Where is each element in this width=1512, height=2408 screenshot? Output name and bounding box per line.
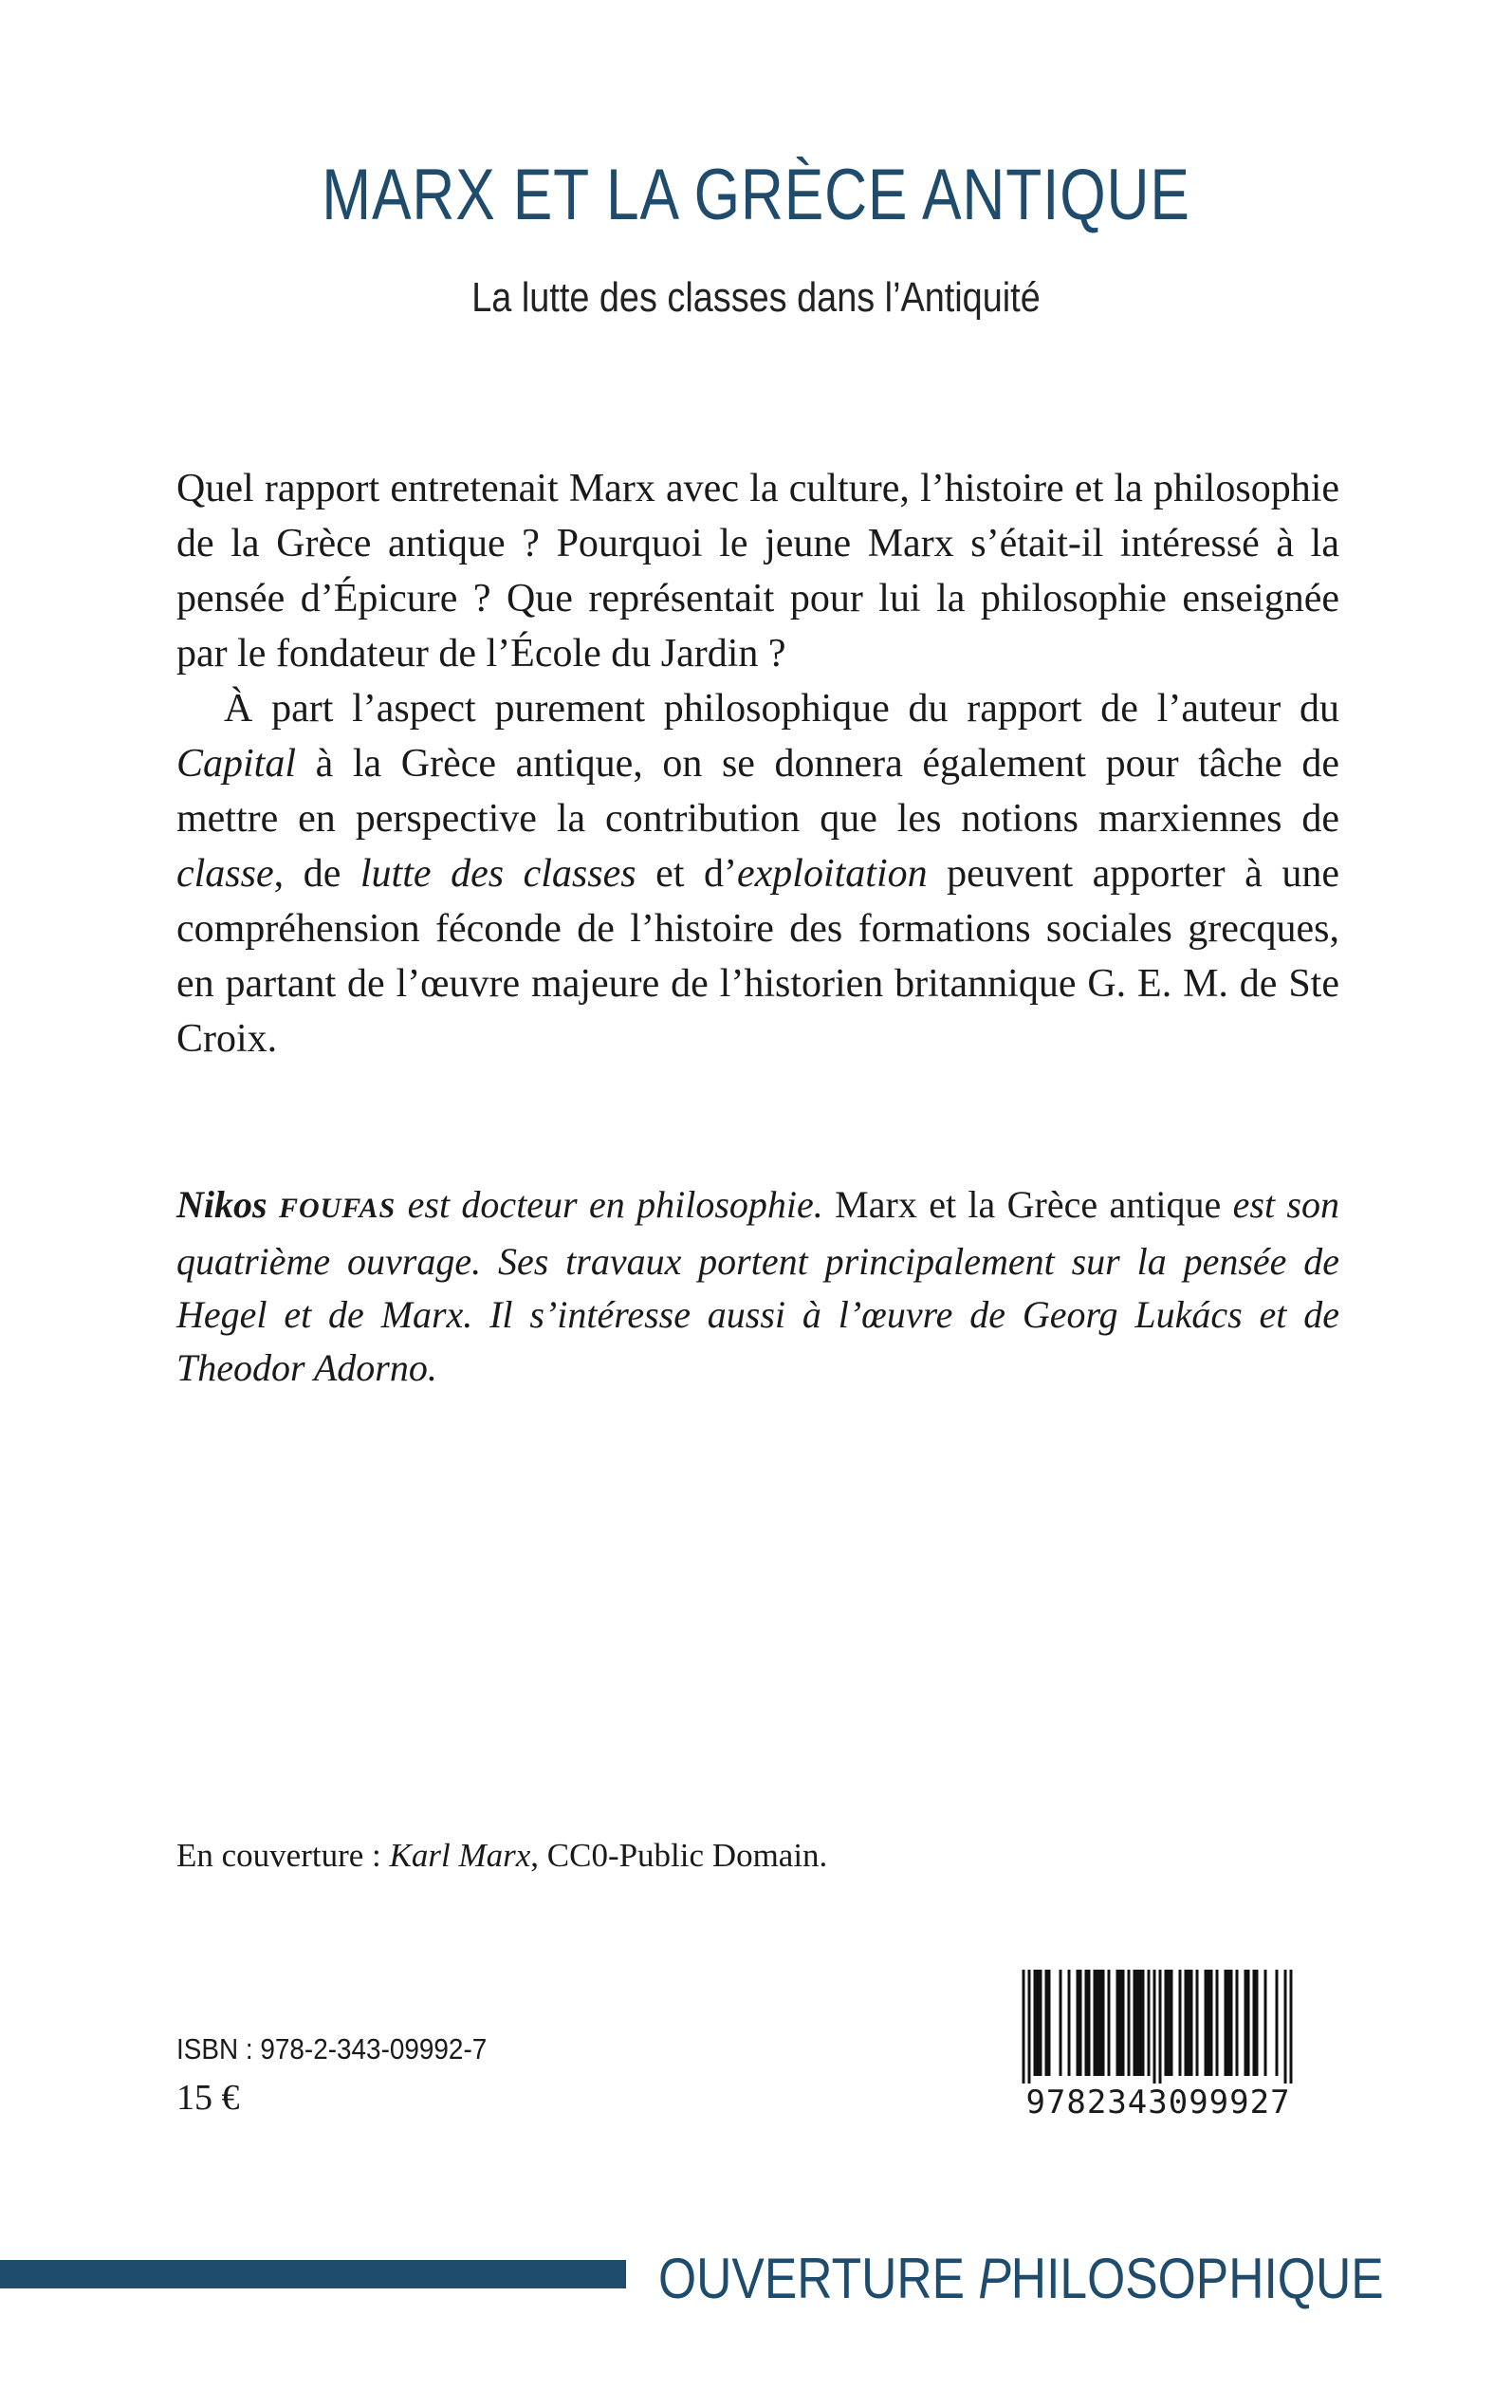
barcode-bar: [1045, 1970, 1048, 2076]
barcode-bar: [1116, 1970, 1119, 2076]
book-title-reference: Marx et la Grèce antique: [835, 1183, 1222, 1226]
term-classe: classe: [176, 852, 274, 896]
barcode-bar: [1159, 1970, 1162, 2084]
barcode-bar: [1034, 1970, 1037, 2076]
blurb-paragraph-1: Quel rapport entretenait Marx avec la culture, l’histoire et la philosophie de la Grèce antique ? Pourquoi le jeune Marx s’était-il intéressé à la pensée d’Épicure ? Que représentait pour lui la philosophie enseignée par le fondateur de l’École du Jardin ?: [176, 467, 1339, 676]
barcode-bar: [1134, 1970, 1136, 2076]
blurb-text: et d’: [636, 852, 737, 896]
barcode-bar: [1102, 1970, 1105, 2076]
barcode-bar: [1185, 1970, 1188, 2076]
barcode-bar: [1128, 1970, 1131, 2076]
barcode-bar: [1099, 1970, 1102, 2076]
author-bio: [176, 1178, 1339, 1395]
barcode-bar: [1048, 1970, 1051, 2076]
barcode-bar: [1088, 1970, 1091, 2076]
barcode-bar: [1216, 1970, 1219, 2076]
barcode-bar: [1040, 1970, 1042, 2076]
barcode-bar: [1079, 1970, 1082, 2076]
author-first-name: Nikos: [176, 1183, 279, 1226]
bio-text: est son quatrième ouvrage. Ses travaux portent principalement sur la pensée de Hegel et de Marx. Il s’intéresse aussi à l’œuvre de Georg Lukács et de Theodor Adorno.: [176, 1183, 1339, 1389]
back-cover-blurb: [176, 461, 1339, 1066]
barcode-bar: [1108, 1970, 1111, 2076]
barcode-bar: [1205, 1970, 1208, 2076]
barcode-bar: [1094, 1970, 1097, 2076]
barcode-bar: [1256, 1970, 1259, 2076]
bio-text: est docteur en philosophie.: [396, 1183, 836, 1226]
barcode-bar: [1168, 1970, 1171, 2076]
barcode-bar: [1236, 1970, 1239, 2076]
barcode-bars: [996, 1970, 1318, 2084]
capital-title: Capital: [176, 742, 297, 786]
barcode-bar: [1037, 1970, 1040, 2076]
barcode-bar: [1179, 1970, 1182, 2076]
series-accent-bar: [0, 2260, 626, 2288]
barcode-bar: [1153, 1970, 1156, 2084]
book-subtitle: La lutte des classes dans l’Antiquité: [471, 274, 1041, 321]
credit-suffix: , CC0-Public Domain.: [530, 1837, 828, 1874]
author-last-name: FOUFAS: [278, 1193, 396, 1224]
barcode-bar: [1119, 1970, 1122, 2076]
series-name: [658, 2247, 1384, 2310]
barcode-bar: [1264, 1970, 1267, 2076]
barcode-bar: [1245, 1970, 1247, 2076]
author-name: [176, 1183, 396, 1226]
barcode-bar: [1165, 1970, 1168, 2076]
blurb-text: à la Grèce antique, on se donnera également pour tâche de mettre en perspective la contribution que les notions marxiennes de: [176, 742, 1339, 841]
barcode-bar: [1210, 1970, 1213, 2076]
barcode-bar: [1148, 1970, 1151, 2076]
barcode-number: 9782343099927: [1025, 2084, 1291, 2121]
series-word-1: OUVERTURE: [658, 2247, 979, 2310]
barcode-bar: [1188, 1970, 1190, 2076]
barcode-bar: [1142, 1970, 1145, 2076]
barcode-bar: [1253, 1970, 1256, 2076]
barcode-bar: [1230, 1970, 1233, 2076]
series-word-2-rest: HILOSOPHIQUE: [1010, 2247, 1384, 2310]
blurb-text: peuvent apporter à une compréhension féconde de l’histoire des formations sociales grecques, en partant de l’œuvre majeure de l’historien britannique G. E. M. de Ste Croix.: [176, 852, 1339, 1061]
price: 15 €: [176, 2078, 240, 2118]
blurb-paragraph-2: [176, 681, 1339, 1066]
barcode-bar: [1208, 1970, 1210, 2076]
barcode-bar: [1190, 1970, 1193, 2076]
barcode-bar: [1225, 1970, 1227, 2076]
barcode-bar: [1060, 1970, 1062, 2076]
barcode-bar: [1247, 1970, 1250, 2076]
credit-prefix: En couverture :: [176, 1837, 390, 1874]
barcode-bar: [1227, 1970, 1230, 2076]
barcode-bar: [1196, 1970, 1199, 2076]
barcode-bar: [1139, 1970, 1142, 2076]
barcode-bar: [1171, 1970, 1173, 2076]
term-lutte-des-classes: lutte des classes: [360, 852, 636, 896]
barcode-bar: [1023, 1970, 1025, 2084]
barcode-bar: [1068, 1970, 1071, 2076]
book-title: MARX ET LA GRÈCE ANTIQUE: [322, 155, 1190, 235]
cover-credit: [176, 1835, 827, 1877]
blurb-text: À part l’aspect purement philosophique du rapport de l’auteur du: [224, 687, 1339, 731]
barcode-bar: [1097, 1970, 1099, 2076]
barcode-bar: [1290, 1970, 1293, 2084]
barcode-bar: [1085, 1970, 1088, 2076]
blurb-text: , de: [273, 852, 360, 896]
barcode-bar: [1077, 1970, 1079, 2076]
barcode-bar: [1136, 1970, 1139, 2076]
isbn: ISBN : 978-2-343-09992-7: [176, 2032, 488, 2065]
barcode-bar: [1284, 1970, 1287, 2084]
barcode-bar: [1122, 1970, 1125, 2076]
barcode-bar: [1276, 1970, 1279, 2076]
credit-work: Karl Marx: [389, 1837, 531, 1874]
term-exploitation: exploitation: [737, 852, 928, 896]
series-word-2-initial: P: [978, 2247, 1011, 2310]
barcode-bar: [1028, 1970, 1031, 2084]
